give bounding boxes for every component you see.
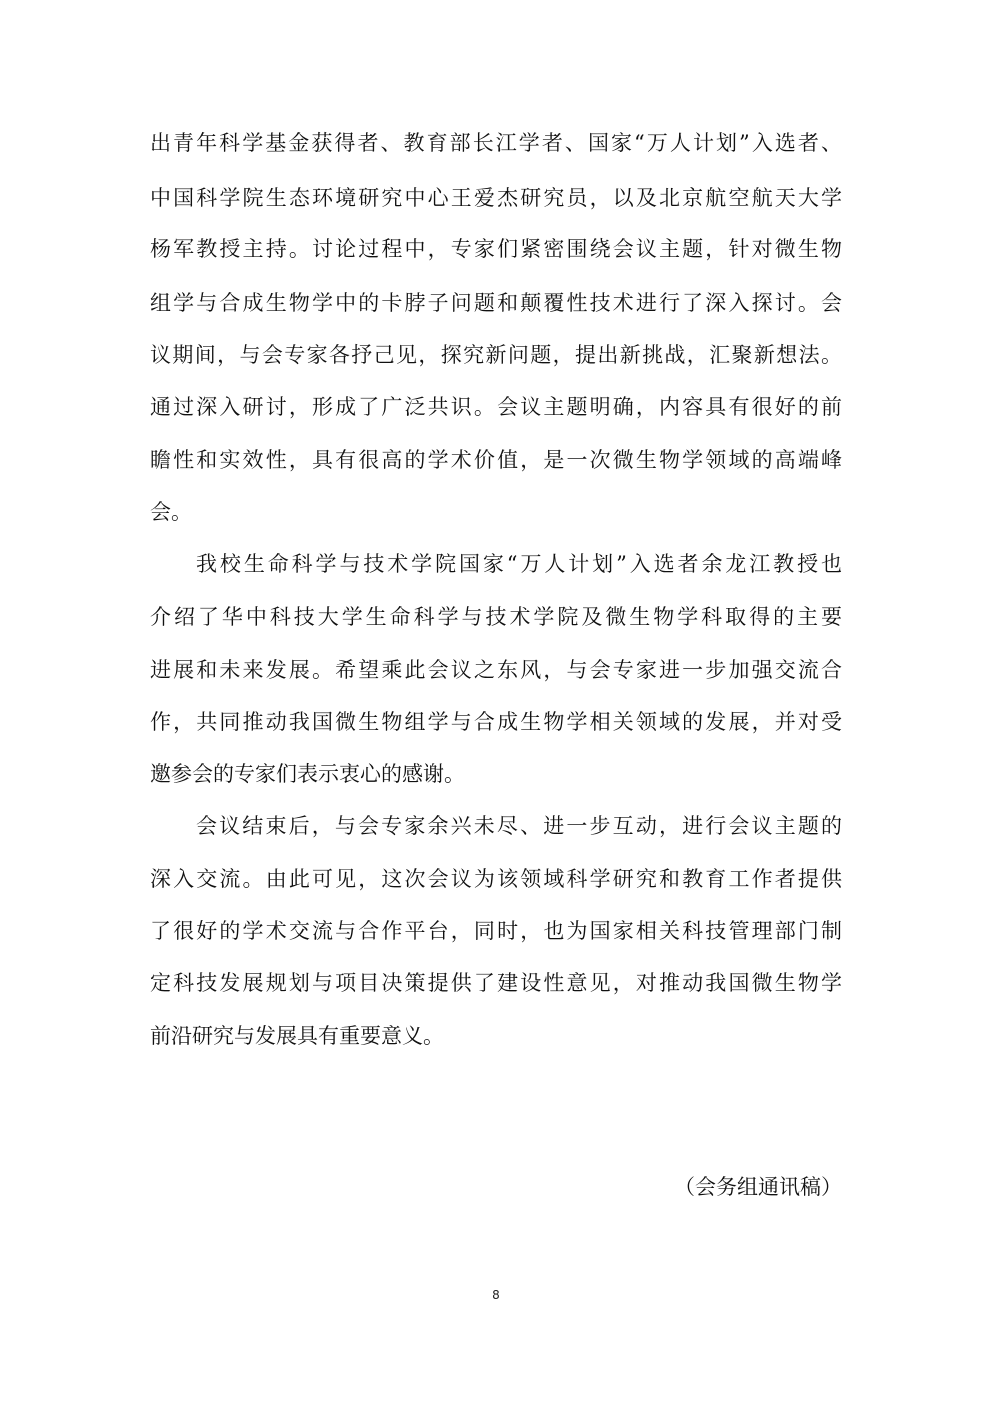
- paragraph-line: 议期间，与会专家各抒己见，探究新问题，提出新挑战，汇聚新想法。: [150, 343, 842, 367]
- paragraph-line: 作，共同推动我国微生物组学与合成生物学相关领域的发展，并对受: [150, 710, 842, 734]
- paragraph-line: 邀参会的专家们表示衷心的感谢。: [150, 762, 465, 786]
- paragraph-line: 会议结束后，与会专家余兴未尽、进一步互动，进行会议主题的: [196, 814, 842, 838]
- paragraph-line: 会。: [150, 500, 192, 524]
- paragraph-line: 中国科学院生态环境研究中心王爱杰研究员，以及北京航空航天大学: [150, 186, 842, 210]
- paragraph-line: 介绍了华中科技大学生命科学与技术学院及微生物学科取得的主要: [150, 605, 842, 629]
- paragraph-line: 了很好的学术交流与合作平台，同时，也为国家相关科技管理部门制: [150, 919, 842, 943]
- paragraph-line: 深入交流。由此可见，这次会议为该领域科学研究和教育工作者提供: [150, 867, 842, 891]
- page-number: 8: [492, 1288, 500, 1302]
- paragraph-line: 通过深入研讨，形成了广泛共识。会议主题明确，内容具有很好的前: [150, 395, 842, 419]
- paragraph-line: 定科技发展规划与项目决策提供了建设性意见，对推动我国微生物学: [150, 971, 842, 995]
- paragraph-line: 我校生命科学与技术学院国家“万人计划”入选者余龙江教授也: [196, 552, 842, 576]
- paragraph-line: 瞻性和实效性，具有很高的学术价值，是一次微生物学领域的高端峰: [150, 448, 842, 472]
- paragraph-line: 前沿研究与发展具有重要意义。: [150, 1024, 444, 1048]
- paragraph-line: 进展和未来发展。希望乘此会议之东风，与会专家进一步加强交流合: [150, 658, 842, 682]
- signature: （会务组通讯稿）: [674, 1175, 842, 1199]
- paragraph-line: 组学与合成生物学中的卡脖子问题和颠覆性技术进行了深入探讨。会: [150, 291, 842, 315]
- paragraph-line: 出青年科学基金获得者、教育部长江学者、国家“万人计划”入选者、: [150, 131, 842, 155]
- paragraph-line: 杨军教授主持。讨论过程中，专家们紧密围绕会议主题，针对微生物: [150, 237, 842, 261]
